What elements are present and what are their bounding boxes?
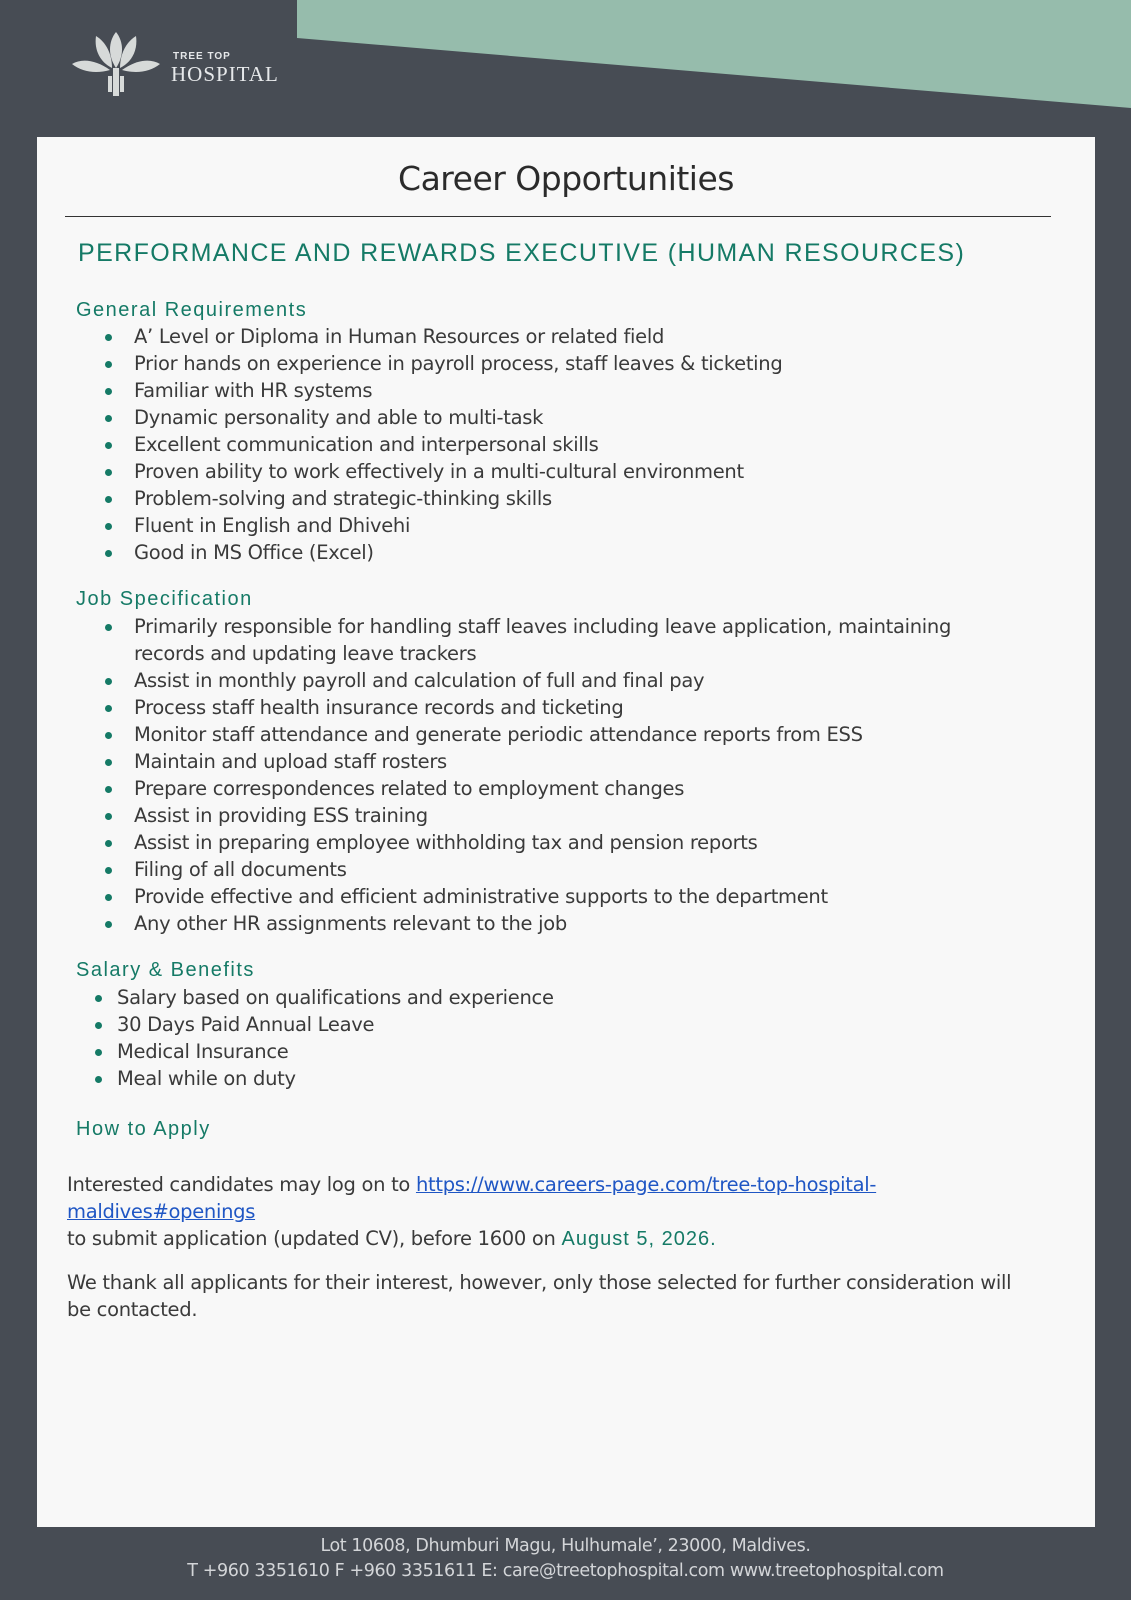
closing-note: We thank all applicants for their interest, however, only those selected for further consideration will be contacted. [67,1271,1012,1321]
job-title: PERFORMANCE AND REWARDS EXECUTIVE (HUMAN RESOURCES) [78,239,966,267]
list-item: Proven ability to work effectively in a multi-cultural environment [134,458,1014,485]
list-item: Any other HR assignments relevant to the job [134,910,1014,937]
section-general-requirements: General Requirements [76,299,308,321]
footer-contact: T +960 3351610 F +960 3351611 E: care@treetophospital.com www.treetophospital.com [187,1561,944,1581]
salary-benefits-list [117,984,997,1092]
list-item: Assist in preparing employee withholding tax and pension reports [134,829,1014,856]
list-item: Maintain and upload staff rosters [134,748,1014,775]
list-item: Salary based on qualifications and experience [117,984,997,1011]
logo-name: HOSPITAL [171,62,279,86]
list-item: Filing of all documents [134,856,1014,883]
title-divider [65,216,1051,217]
list-item: Familiar with HR systems [134,377,1014,404]
section-job-specification: Job Specification [76,588,253,610]
apply-instructions [67,1171,1027,1253]
general-requirements-list [134,323,1014,566]
logo-tagline: TREE TOP [173,51,231,62]
list-item: Problem-solving and strategic-thinking skills [134,485,1014,512]
list-item: Dynamic personality and able to multi-task [134,404,1014,431]
apply-intro-text: Interested candidates may log on to [67,1173,416,1196]
document-page [37,137,1095,1527]
list-item: Excellent communication and interpersonal skills [134,431,1014,458]
section-salary-benefits: Salary & Benefits [76,959,255,981]
section-how-to-apply: How to Apply [76,1118,211,1140]
hospital-logo[interactable] [70,28,310,98]
list-item: 30 Days Paid Annual Leave [117,1011,997,1038]
tree-leaf-icon [70,28,162,98]
careers-link[interactable]: https://www.careers-page.com/tree-top-hospital-maldives#openings [67,1173,877,1223]
page-title: Career Opportunities [398,159,734,198]
list-item: Assist in providing ESS training [134,802,1014,829]
list-item: Good in MS Office (Excel) [134,539,1014,566]
list-item: Assist in monthly payroll and calculation of full and final pay [134,667,1014,694]
job-specification-list [134,613,1014,937]
list-item: Prepare correspondences related to employment changes [134,775,1014,802]
list-item: Prior hands on experience in payroll process, staff leaves & ticketing [134,350,1014,377]
list-item: Monitor staff attendance and generate periodic attendance reports from ESS [134,721,1014,748]
list-item: Meal while on duty [117,1065,997,1092]
list-item: Provide effective and efficient administrative supports to the department [134,883,1014,910]
list-item: Medical Insurance [117,1038,997,1065]
footer-address: Lot 10608, Dhumburi Magu, Hulhumale’, 23000, Maldives. [320,1536,811,1556]
application-deadline: August 5, 2026. [561,1228,717,1250]
apply-deadline-text: to submit application (updated CV), before 1600 on [67,1227,562,1250]
list-item: A’ Level or Diploma in Human Resources or related field [134,323,1014,350]
list-item: Fluent in English and Dhivehi [134,512,1014,539]
list-item: Process staff health insurance records and ticketing [134,694,1014,721]
list-item: Primarily responsible for handling staff leaves including leave application, maintaining records and updating leave trackers [134,613,1014,667]
